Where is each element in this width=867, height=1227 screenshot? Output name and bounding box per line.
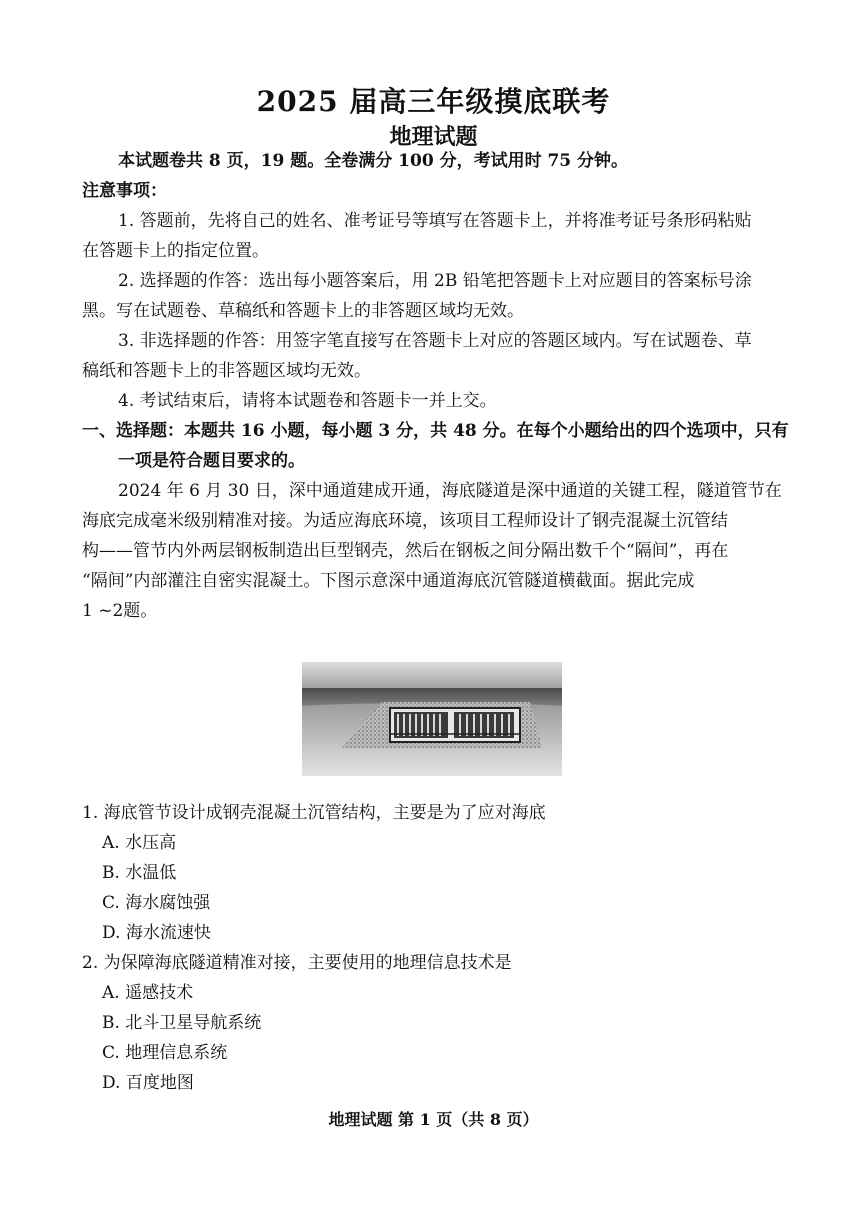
notice-line: 黑。写在试题卷、草稿纸和答题卡上的非答题区域均无效。: [82, 301, 524, 321]
exam-summary: 本试题卷共 8 页，19 题。全卷满分 100 分，考试用时 75 分钟。: [118, 151, 629, 171]
tunnel-cross-section-figure: [302, 662, 562, 776]
section-heading-cont: 一项是符合题目要求的。: [118, 451, 305, 471]
passage-line: 构——管节内外两层钢板制造出巨型钢壳，然后在钢板之间分隔出数千个“隔间”，再在: [82, 541, 729, 561]
question-1-option-d[interactable]: D. 海水流速快: [102, 923, 211, 943]
question-1-option-c[interactable]: C. 海水腐蚀强: [102, 893, 211, 913]
question-2-option-b[interactable]: B. 北斗卫星导航系统: [102, 1013, 262, 1033]
notice-line: 稿纸和答题卡上的非答题区域均无效。: [82, 361, 371, 381]
tunnel-figure-image: [302, 662, 562, 776]
question-1-option-a[interactable]: A. 水压高: [102, 833, 177, 853]
exam-subtitle: 地理试题: [389, 124, 478, 150]
page-footer: 地理试题 第 1 页（共 8 页）: [328, 1110, 539, 1129]
section-heading: 一、选择题：本题共 16 小题，每小题 3 分，共 48 分。在每个小题给出的四个选项中，只有: [82, 421, 789, 441]
question-2-stem: 2. 为保障海底隧道精准对接，主要使用的地理信息技术是: [82, 953, 512, 973]
passage-line: 2024 年 6 月 30 日，深中通道建成开通，海底隧道是深中通道的关键工程，隧道管节在: [118, 481, 782, 501]
passage-line: 1 ~2题。: [82, 601, 158, 621]
notice-line: 2. 选择题的作答：选出每小题答案后，用 2B 铅笔把答题卡上对应题目的答案标号涂: [118, 271, 752, 291]
notice-line: 在答题卡上的指定位置。: [82, 241, 269, 261]
passage-line: 海底完成毫米级别精准对接。为适应海底环境，该项目工程师设计了钢壳混凝土沉管结: [82, 511, 728, 531]
notice-line: 1. 答题前，先将自己的姓名、准考证号等填写在答题卡上，并将准考证号条形码粘贴: [118, 211, 752, 231]
question-1-option-b[interactable]: B. 水温低: [102, 863, 177, 883]
notice-line: 3. 非选择题的作答：用签字笔直接写在答题卡上对应的答题区域内。写在试题卷、草: [118, 331, 752, 351]
notice-heading: 注意事项：: [82, 181, 167, 201]
question-2-option-a[interactable]: A. 遥感技术: [102, 983, 194, 1003]
exam-title: 2025 届高三年级摸底联考: [256, 85, 611, 118]
question-1-stem: 1. 海底管节设计成钢壳混凝土沉管结构，主要是为了应对海底: [82, 803, 546, 823]
notice-line: 4. 考试结束后，请将本试题卷和答题卡一并上交。: [118, 391, 497, 411]
question-2-option-c[interactable]: C. 地理信息系统: [102, 1043, 228, 1063]
question-2-option-d[interactable]: D. 百度地图: [102, 1073, 194, 1093]
passage-line: “隔间”内部灌注自密实混凝土。下图示意深中通道海底沉管隧道横截面。据此完成: [82, 571, 695, 591]
